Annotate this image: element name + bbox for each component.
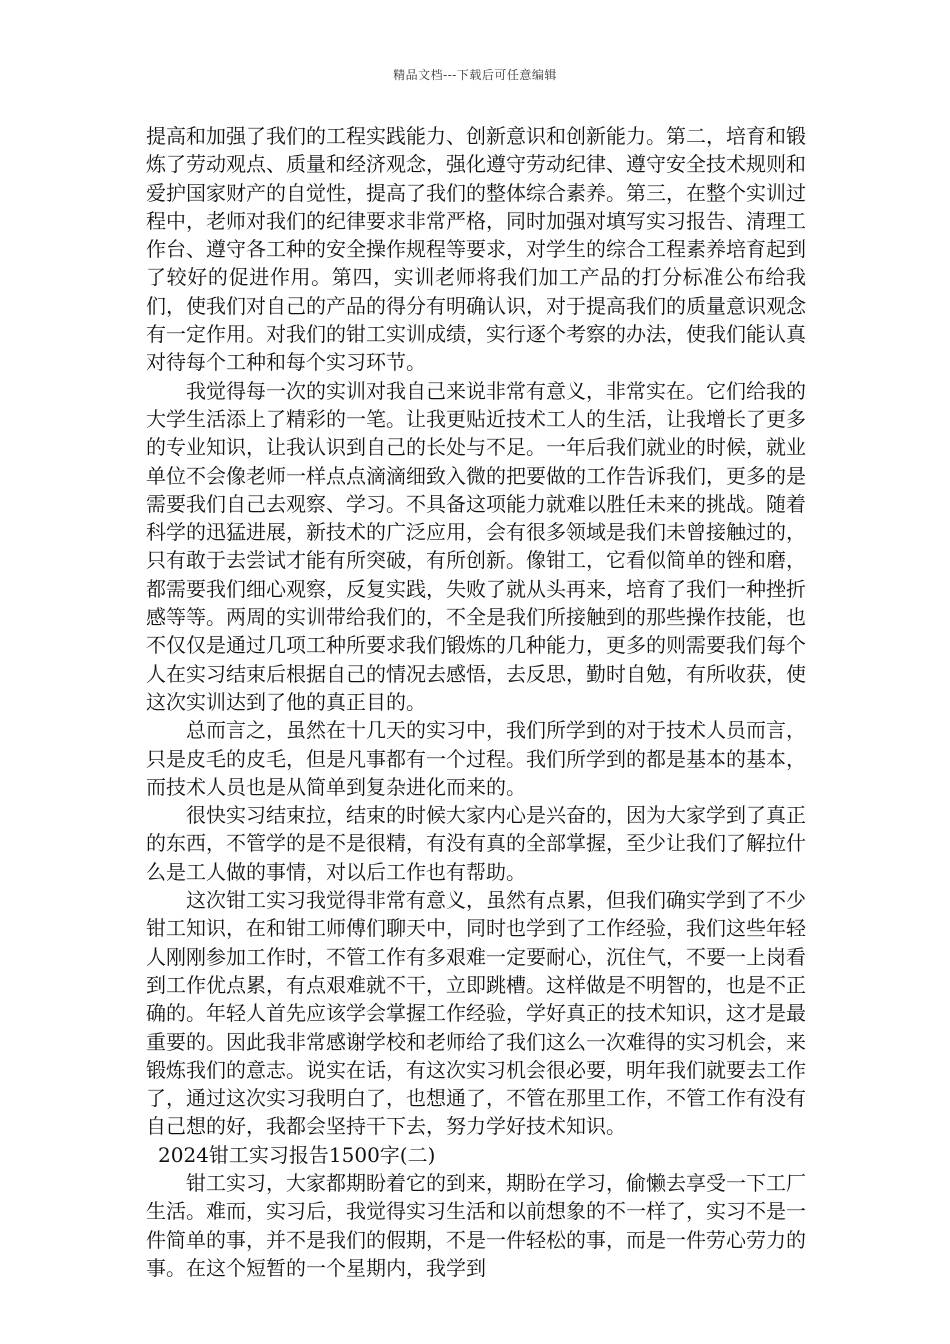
paragraph: 总而言之，虽然在十几天的实习中，我们所学到的对于技术人员而言，只是皮毛的皮毛，但是凡事都有一个过程。我们所学到的都是基本的基本，而技术人员也是从简单到复杂进化而来的。: [146, 718, 806, 799]
document-body: [146, 122, 806, 1282]
paragraph: 我觉得每一次的实训对我自己来说非常有意义，非常实在。它们给我的大学生活添上了精彩的一笔。让我更贴近技术工人的生活，让我增长了更多的专业知识，让我认识到自己的长处与不足。一年后我们就业的时候，就业单位不会像老师一样点点滴滴细致入微的把要做的工作告诉我们，更多的是需要我们自己去观察、学习。不具备这项能力就难以胜任未来的挑战。随着科学的迅猛进展，新技术的广泛应用，会有很多领域是我们未曾接触过的，只有敢于去尝试才能有所突破，有所创新。像钳工，它看似简单的锉和磨，都需要我们细心观察，反复实践，失败了就从头再来，培育了我们一种挫折感等等。两周的实训带给我们的，不全是我们所接触到的那些操作技能，也不仅仅是通过几项工种所要求我们锻炼的几种能力，更多的则需要我们每个人在实习结束后根据自己的情况去感悟，去反思，勤时自勉，有所收获，使这次实训达到了他的真正目的。: [146, 378, 806, 714]
paragraph: 钳工实习，大家都期盼着它的到来，期盼在学习，偷懒去享受一下工厂生活。难而，实习后，我觉得实习生活和以前想象的不一样了，实习不是一件简单的事，并不是我们的假期，不是一件轻松的事，而是一件劳心劳力的事。在这个短暂的一个星期内，我学到: [146, 1170, 806, 1280]
section-title: 2024钳工实习报告1500字(二): [158, 1142, 436, 1167]
paragraph-continuation: 提高和加强了我们的工程实践能力、创新意识和创新能力。第二，培育和锻炼了劳动观点、质量和经济观念，强化遵守劳动纪律、遵守安全技术规则和爱护国家财产的自觉性，提高了我们的整体综合素养。第三，在整个实训过程中，老师对我们的纪律要求非常严格，同时加强对填写实习报告、清理工作台、遵守各工种的安全操作规程等要求，对学生的综合工程素养培育起到了较好的促进作用。第四，实训老师将我们加工产品的打分标准公布给我们，使我们对自己的产品的得分有明确认识，对于提高我们的质量意识观念有一定作用。对我们的钳工实训成绩，实行逐个考察的办法，使我们能认真对待每个工种和每个实习环节。: [146, 124, 806, 375]
paragraph: 很快实习结束拉，结束的时候大家内心是兴奋的，因为大家学到了真正的东西，不管学的是不是很精，有没有真的全部掌握，至少让我们了解拉什么是工人做的事情，对以后工作也有帮助。: [146, 803, 806, 884]
page-header: 精品文档---下载后可任意编辑: [393, 68, 557, 82]
paragraph: 这次钳工实习我觉得非常有意义，虽然有点累，但我们确实学到了不少钳工知识，在和钳工师傅们聊天中，同时也学到了工作经验，我们这些年轻人刚刚参加工作时，不管工作有多艰难一定要耐心，沉住气，不要一上岗看到工作优点累，有点艰难就不干，立即跳槽。这样做是不明智的，也是不正确的。年轻人首先应该学会掌握工作经验，学好真正的技术知识，这才是最重要的。因此我非常感谢学校和老师给了我们这么一次难得的实习机会，来锻炼我们的意志。说实在话，有这次实习机会很必要，明年我们就要去工作了，通过这次实习我明白了，也想通了，不管在那里工作，不管工作有没有自己想的好，我都会坚持干下去，努力学好技术知识。: [146, 888, 806, 1139]
